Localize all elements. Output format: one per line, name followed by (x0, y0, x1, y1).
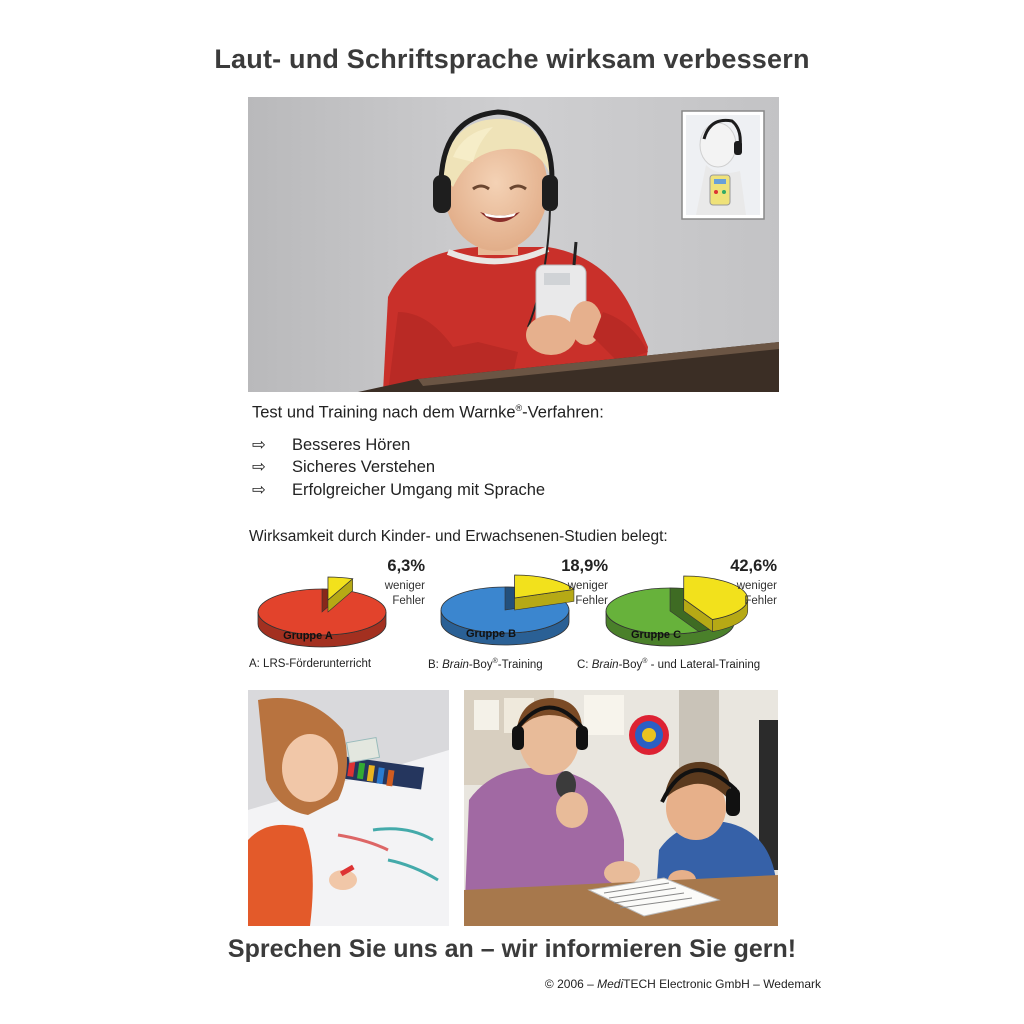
chart-a-caption: A: LRS-Förderunterricht (249, 658, 372, 670)
chart-b-value: 18,9% (561, 557, 608, 575)
arrow-right-icon: ⇨ (252, 436, 266, 454)
pie-group-label: Gruppe C (630, 629, 682, 641)
call-to-action: Sprechen Sie uns an – wir informieren Sie gern! (227, 935, 797, 963)
hero-photo-boy-headphones (248, 97, 779, 392)
chart-c-caption: C: Brain-Boy® - und Lateral-Training (577, 658, 761, 671)
copyright: © 2006 – MediTECH Electronic GmbH – Wedemark (544, 977, 821, 991)
photo-girl-writing (248, 690, 449, 926)
photo-teacher-and-boy (464, 690, 778, 926)
arrow-right-icon: ⇨ (252, 481, 266, 499)
chart-b-note: weniger Fehler (567, 580, 608, 607)
chart-a-value: 6,3% (387, 557, 425, 575)
chart-b-caption: B: Brain-Boy®-Training (428, 658, 543, 671)
benefit-item: ⇨ Besseres Hören (252, 436, 411, 454)
studies-heading: Wirksamkeit durch Kinder- und Erwachsenen-Studien belegt: (249, 528, 668, 545)
pie-group-label: Gruppe B (465, 628, 517, 640)
chart-c-note: weniger Fehler (736, 580, 777, 607)
page-title: Laut- und Schriftsprache wirksam verbessern (214, 44, 810, 74)
chart-a-note: weniger Fehler (384, 580, 425, 607)
benefit-item: ⇨ Erfolgreicher Umgang mit Sprache (252, 481, 546, 499)
arrow-right-icon: ⇨ (252, 458, 266, 476)
pie-group-label: Gruppe A (283, 630, 333, 642)
method-intro: Test und Training nach dem Warnke®-Verfahren: (252, 403, 604, 422)
chart-c-value: 42,6% (730, 557, 777, 575)
benefit-item: ⇨ Sicheres Verstehen (252, 458, 436, 476)
